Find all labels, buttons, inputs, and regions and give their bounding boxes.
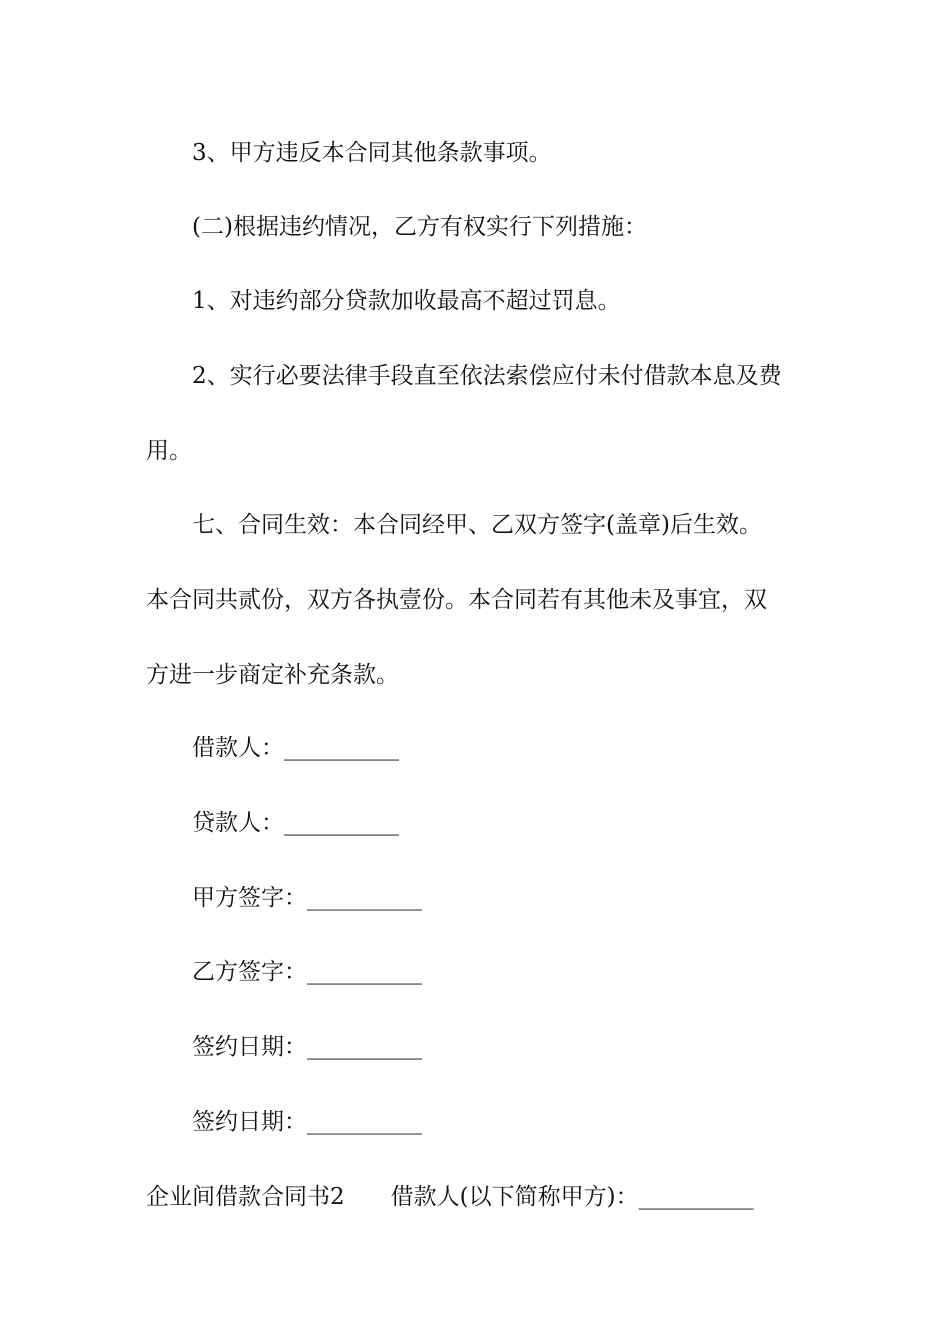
signature-label: 贷款人： [192,810,284,836]
signature-field-sign-date-2 [192,1107,422,1137]
contract-title: 企业间借款合同书2 [146,1184,345,1210]
clause-remedies-heading: (二)根据违约情况，乙方有权实行下列措施： [192,214,647,240]
signature-blank: __________ [284,810,399,836]
signature-field-borrower [192,733,399,763]
signature-blank: __________ [307,1109,422,1135]
remedy-2-legal-action: 2、实行必要法律手段直至依法索偿应付未付借款本息及费 [192,363,782,389]
clause-7-copies: 本合同共贰份，双方各执壹份。本合同若有其他未及事宜，双 [146,587,767,613]
party-a-blank: __________ [638,1184,754,1210]
signature-label: 签约日期： [192,1109,307,1135]
signature-blank: __________ [284,735,399,761]
remedy-2-legal-action-continued: 用。 [146,438,192,464]
signature-label: 借款人： [192,735,284,761]
party-a-label: 借款人(以下简称甲方)： [390,1184,639,1210]
remedy-1-penalty-interest: 1、对违约部分贷款加收最高不超过罚息。 [192,288,621,314]
next-contract-title-line [146,1182,754,1212]
signature-blank: __________ [307,885,422,911]
signature-label: 甲方签字： [192,885,307,911]
signature-field-party-a [192,883,422,913]
signature-field-sign-date-1 [192,1032,422,1062]
signature-blank: __________ [307,1034,422,1060]
clause-3-breach-other-terms: 3、甲方违反本合同其他条款事项。 [192,140,552,166]
signature-field-party-b [192,957,422,987]
signature-label: 乙方签字： [192,959,307,985]
clause-7-effectiveness: 七、合同生效：本合同经甲、乙双方签字(盖章)后生效。 [192,512,762,538]
signature-label: 签约日期： [192,1034,307,1060]
signature-blank: __________ [307,959,422,985]
clause-7-supplementary: 方进一步商定补充条款。 [146,662,399,688]
signature-field-lender [192,808,399,838]
